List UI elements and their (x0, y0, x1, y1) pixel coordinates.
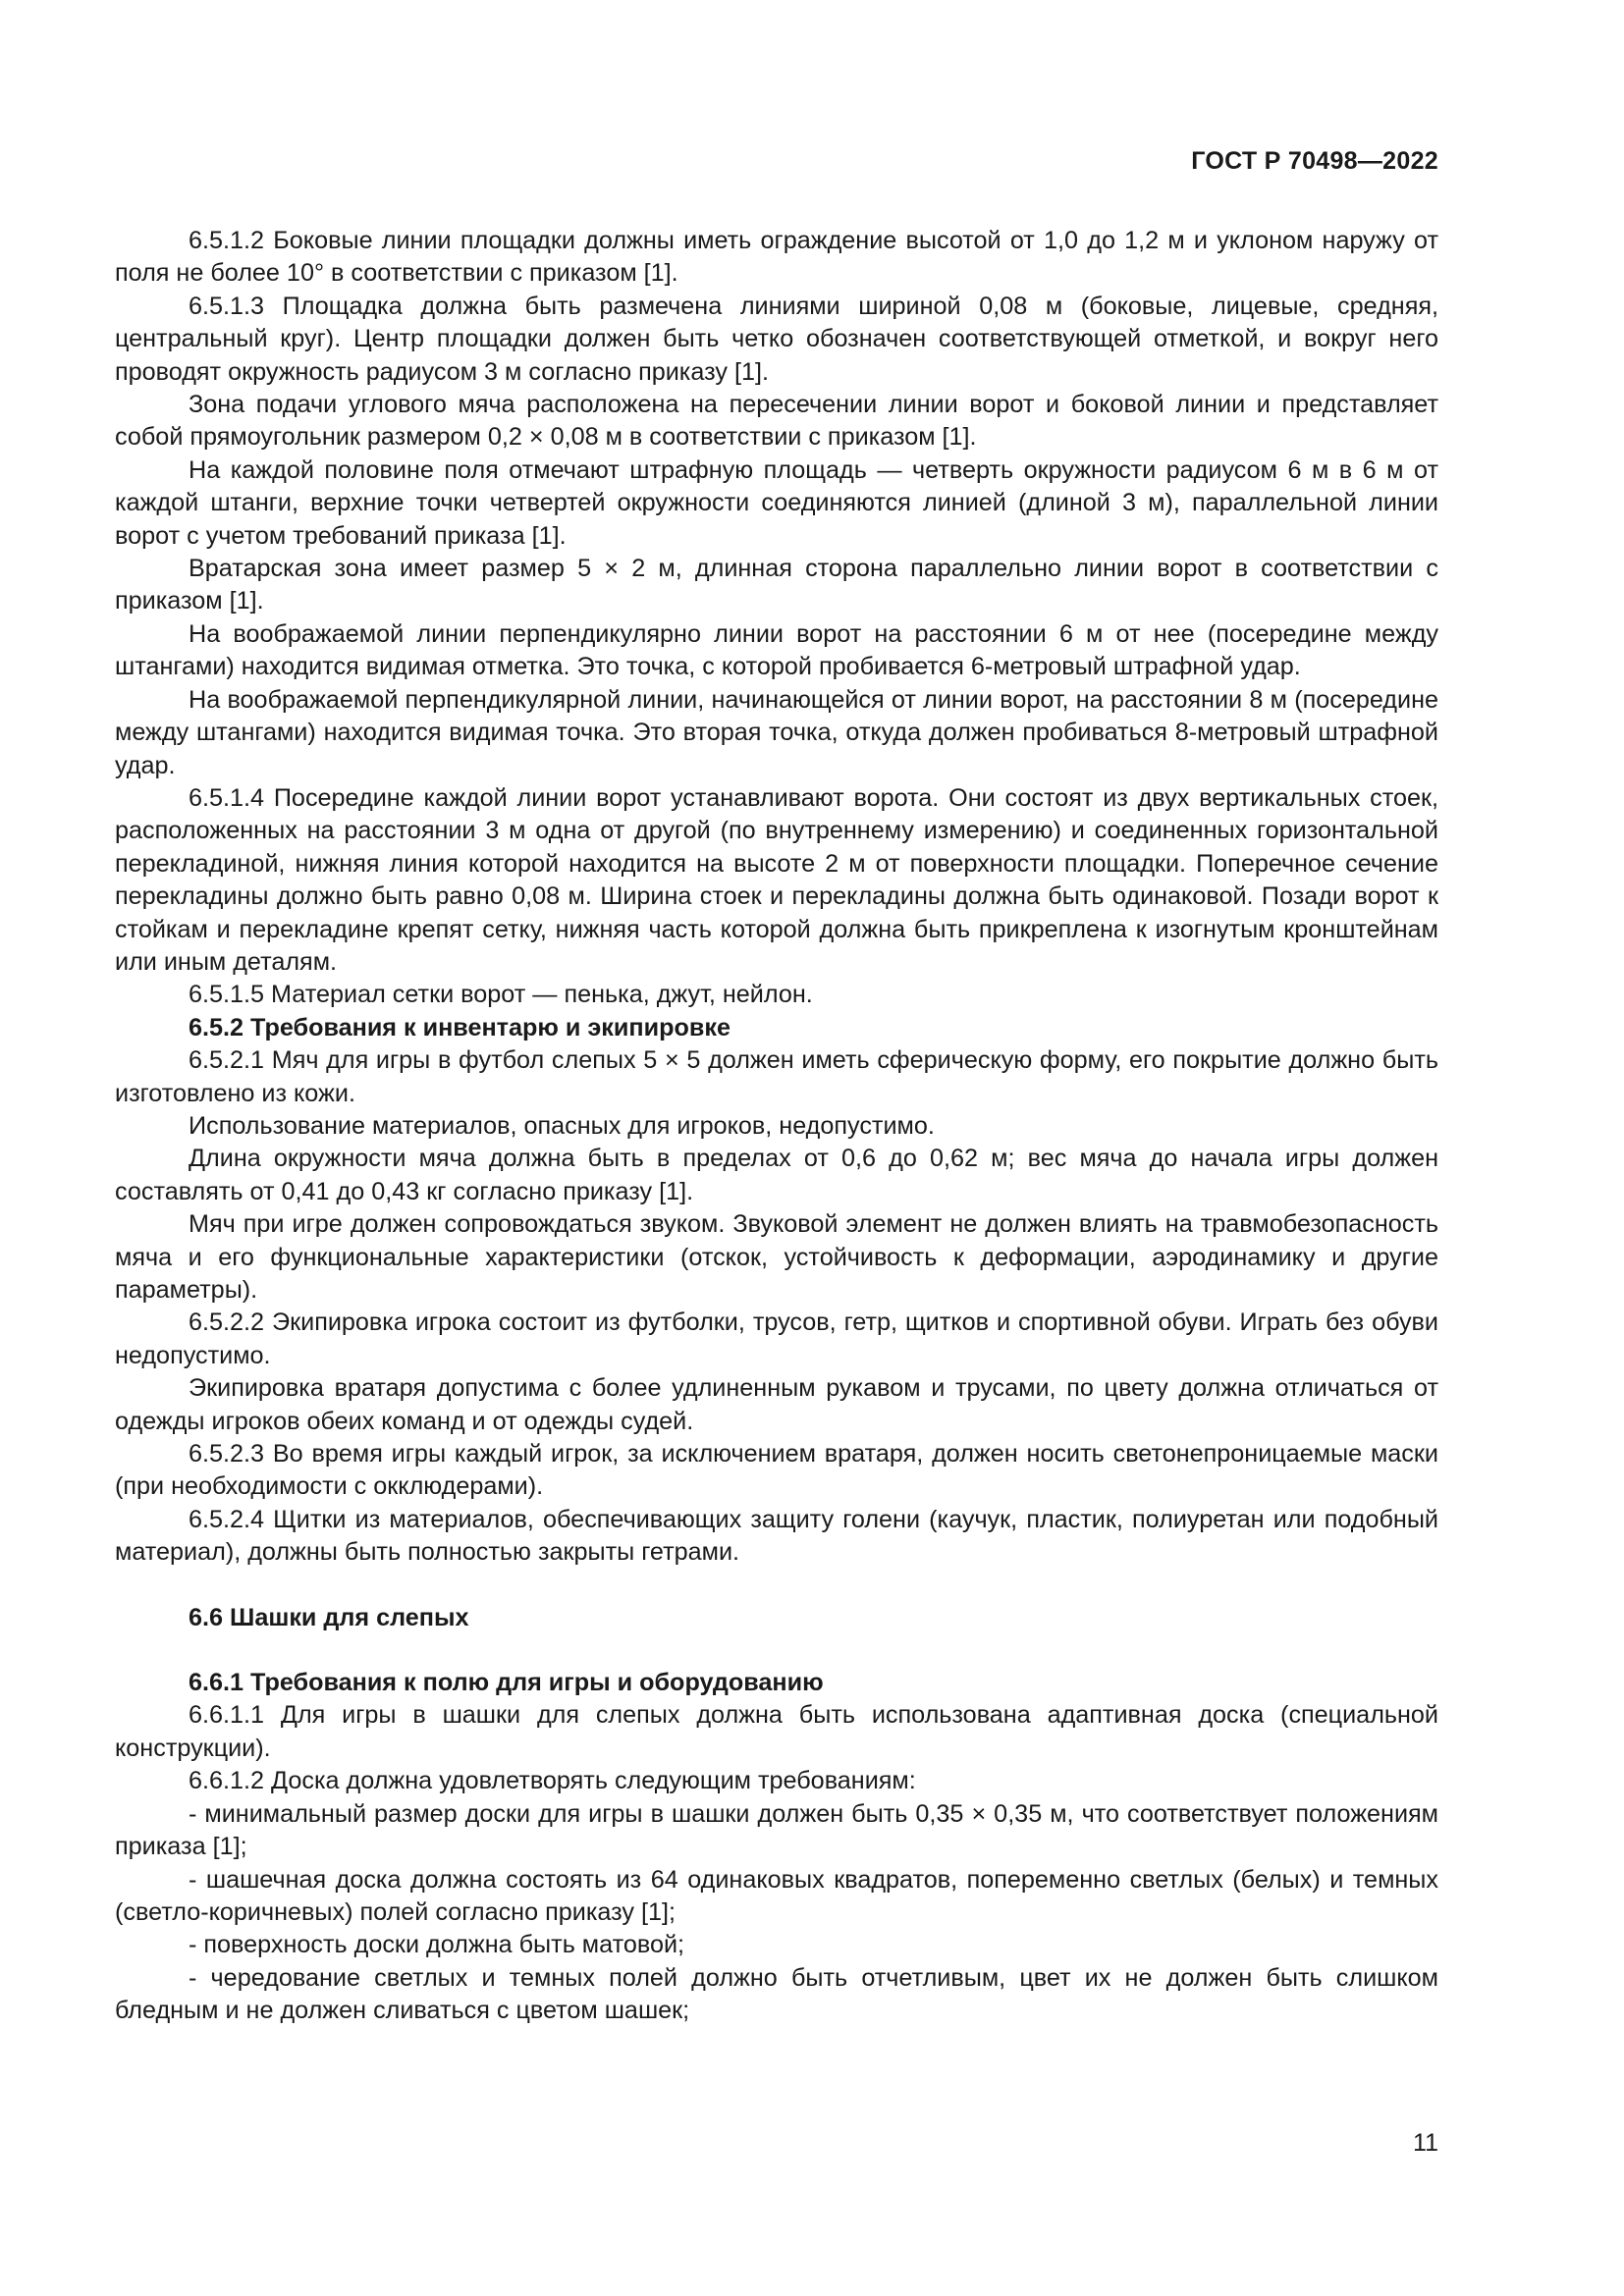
paragraph: 6.5.2.3 Во время игры каждый игрок, за исключением вратаря, должен носить светонепроницаемые маски (при необходимости с окклюдерами). (115, 1440, 1438, 1501)
paragraph: 6.6.1.1 Для игры в шашки для слепых должна быть использована адаптивная доска (специальной конструкции). (115, 1701, 1438, 1762)
paragraph: Вратарская зона имеет размер 5 × 2 м, длинная сторона параллельно линии ворот в соответствии с приказом [1]. (115, 555, 1438, 615)
paragraph: Зона подачи углового мяча расположена на пересечении линии ворот и боковой линии и представляет собой прямоугольник размером 0,2 × 0,08 м в соответствии с приказом [1]. (115, 391, 1438, 452)
paragraph: - чередование светлых и темных полей должно быть отчетливым, цвет их не должен быть слишком бледным и не должен сливаться с цветом шашек; (115, 1963, 1438, 2025)
paragraph: На каждой половине поля отмечают штрафную площадь — четверть окружности радиусом 6 м в 6 м от каждой штанги, верхние точки четвертей окружности соединяются линией (длиной 3 м), параллельной линии ворот с учетом требований приказа [1]. (115, 455, 1438, 550)
subsection-heading: 6.6.1 Требования к полю для игры и оборудованию (189, 1669, 824, 1697)
paragraph: Длина окружности мяча должна быть в пределах от 0,6 до 0,62 м; вес мяча до начала игры должен составлять от 0,41 до 0,43 кг согласно приказу [1]. (115, 1145, 1438, 1205)
subsection-heading: 6.5.2 Требования к инвентарю и экипировке (189, 1013, 731, 1041)
paragraph: Мяч при игре должен сопровождаться звуком. Звуковой элемент не должен влиять на травмобезопасность мяча и его функциональные характеристики (отскок, устойчивость к деформации, аэродинамику и другие параметры). (115, 1210, 1438, 1304)
paragraph: 6.6.1.2 Доска должна удовлетворять следующим требованиям: (189, 1767, 916, 1795)
paragraph: На воображаемой линии перпендикулярно линии ворот на расстоянии 6 м от нее (посередине между штангами) находится видимая отметка. Это точка, с которой пробивается 6-метровый штрафной удар. (115, 619, 1438, 681)
paragraph: - минимальный размер доски для игры в шашки должен быть 0,35 × 0,35 м, что соответствует положениям приказа [1]; (115, 1799, 1438, 1861)
page-number: 11 (1413, 2129, 1438, 2157)
paragraph: 6.5.2.2 Экипировка игрока состоит из футболки, трусов, гетр, щитков и спортивной обуви. Играть без обуви недопустимо. (115, 1308, 1438, 1369)
section-heading: 6.6 Шашки для слепых (189, 1603, 469, 1631)
paragraph: Экипировка вратаря допустима с более удлиненным рукавом и трусами, по цвету должна отличаться от одежды игроков обеих команд и от одежды судей. (115, 1374, 1438, 1435)
paragraph: Использование материалов, опасных для игроков, недопустимо. (189, 1111, 935, 1140)
paragraph: 6.5.2.4 Щитки из материалов, обеспечивающих защиту голени (каучук, пластик, полиуретан или подобный материал), должны быть полностью закрыты гетрами. (115, 1505, 1438, 1567)
paragraph: На воображаемой перпендикулярной линии, начинающейся от линии ворот, на расстоянии 8 м (посередине между штангами) находится видимая точка. Это вторая точка, откуда должен пробиваться 8-метровый штрафной удар. (115, 685, 1438, 779)
paragraph: 6.5.1.4 Посередине каждой линии ворот устанавливают ворота. Они состоят из двух вертикальных стоек, расположенных на расстоянии 3 м одна от другой (по внутреннему измерению) и соединенных горизонтальной перекладиной, нижняя линия которой находится на высоте 2 м от поверхности площадки. Поперечное сечение перекладины должно быть равно 0,08 м. Ширина стоек и перекладины должна быть одинаковой. Позади ворот к стойкам и перекладине крепят сетку, нижняя часть которой должна быть прикреплена к изогнутым кронштейнам или иным деталям. (115, 783, 1438, 976)
document-body (115, 225, 1438, 2028)
paragraph: 6.5.2.1 Мяч для игры в футбол слепых 5 × 5 должен иметь сферическую форму, его покрытие должно быть изготовлено из кожи. (115, 1046, 1438, 1107)
paragraph: 6.5.1.5 Материал сетки ворот — пенька, джут, нейлон. (189, 981, 813, 1009)
paragraph: - шашечная доска должна состоять из 64 одинаковых квадратов, попеременно светлых (белых) и темных (светло-коричневых) полей согласно приказу [1]; (115, 1865, 1438, 1926)
paragraph: - поверхность доски должна быть матовой; (189, 1931, 685, 1959)
document-id: ГОСТ Р 70498—2022 (1191, 147, 1438, 175)
paragraph: 6.5.1.3 Площадка должна быть размечена линиями шириной 0,08 м (боковые, лицевые, средняя, центральный круг). Центр площадки должен быть четко обозначен соответствующей отметкой, и вокруг него проводят окружность радиусом 3 м согласно приказу [1]. (115, 292, 1438, 386)
paragraph: 6.5.1.2 Боковые линии площадки должны иметь ограждение высотой от 1,0 до 1,2 м и уклоном наружу от поля не более 10° в соответствии с приказом [1]. (115, 227, 1438, 288)
